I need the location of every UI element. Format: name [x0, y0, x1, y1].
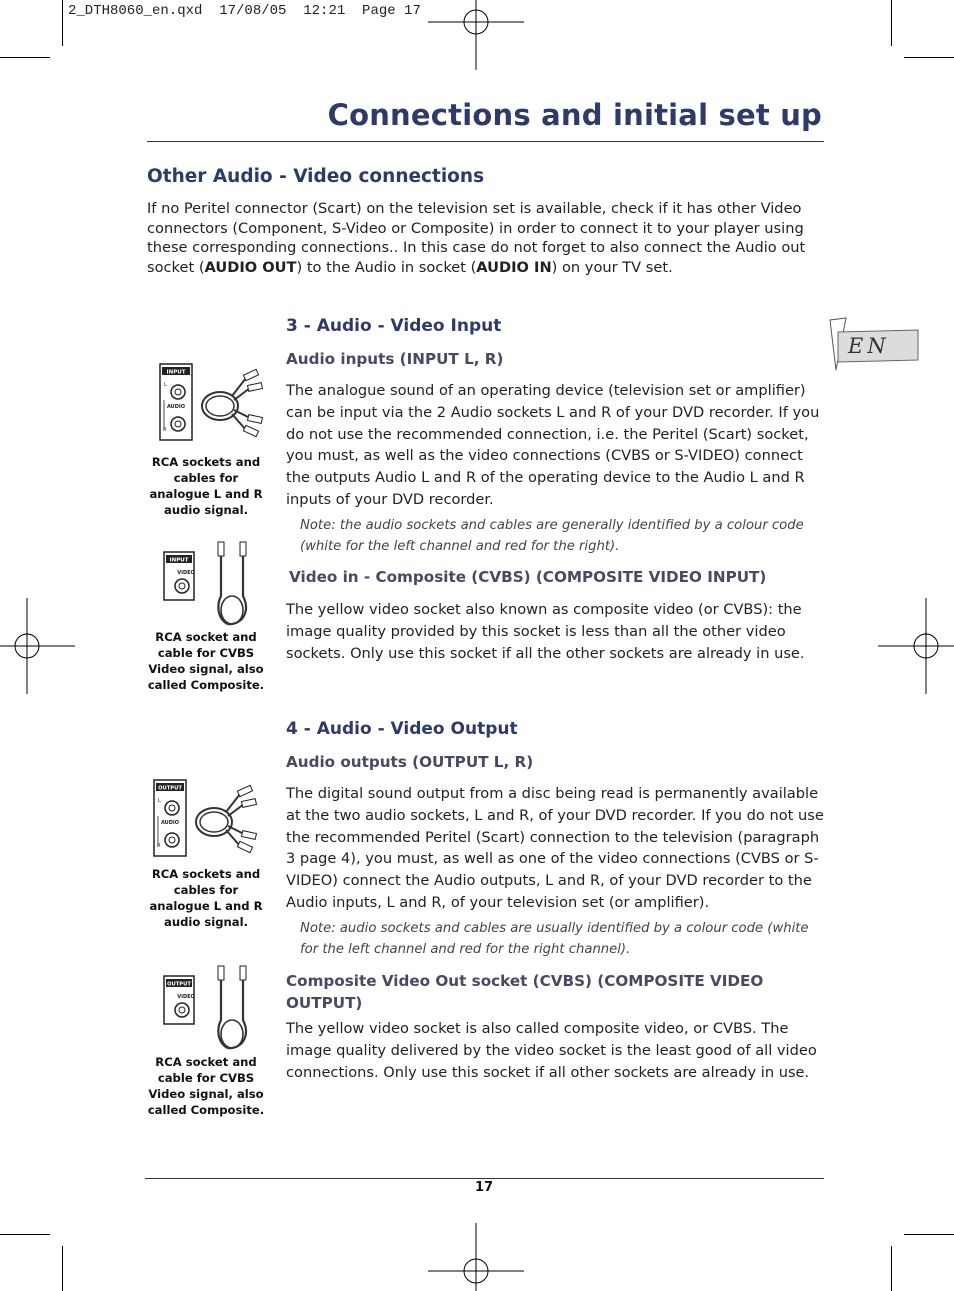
svg-text:INPUT: INPUT — [169, 557, 189, 564]
audio-in-label: AUDIO IN — [476, 258, 552, 276]
svg-text:VIDEO: VIDEO — [177, 994, 195, 1000]
video-input-caption: RCA socket and cable for CVBS Video signal, also called Composite. — [147, 630, 265, 692]
audio-inputs-text: The analogue sound of an operating device (television set or amplifier) can be input via the 2 Audio sockets L and R of your DVD recorder. If you do not use the recommended connection, i.e. the Peritel (Scart) socket, you must, as well as the video connections (CVBS or S-VIDEO) connect the outputs Audio L and R of the operating device to the Audio L and R inputs of your DVD recorder. — [286, 382, 820, 508]
video-output-caption: RCA socket and cable for CVBS Video signal, also called Composite. — [147, 1055, 265, 1117]
audio-outputs-heading: Audio outputs (OUTPUT L, R) — [286, 753, 534, 771]
crop-mark — [904, 1234, 954, 1235]
video-out-text: The yellow video socket is also called composite video, or CVBS. The image quality delivered by the video socket is the least good of all video connections. Only use this socket if all other sockets are already in use. — [286, 1020, 817, 1081]
svg-text:OUTPUT: OUTPUT — [167, 981, 191, 988]
audio-out-label: AUDIO OUT — [204, 258, 297, 276]
registration-mark-icon — [0, 598, 75, 694]
audio-outputs-note: Note: audio sockets and cables are usually identified by a colour code (white for the left channel and red for the right channel). — [300, 921, 809, 957]
footer-divider — [145, 1178, 824, 1179]
video-input-rca-illustration — [162, 540, 258, 628]
audio-outputs-text: The digital sound output from a disc being read is permanently available at the two audio sockets, L and R, of your DVD recorder. If you do not use the recommended Peritel (Scart) connection to the television (paragraph 3 page 4), you must, as well as one of the video connections (CVBS or S-VIDEO) connect the Audio outputs, L and R, of your DVD recorder to the Audio inputs, L and R, of your television set (or amplifier). — [286, 785, 824, 911]
svg-text:AUDIO: AUDIO — [160, 820, 180, 826]
crop-mark — [891, 1246, 892, 1291]
section-heading: Other Audio - Video connections — [147, 166, 485, 187]
crop-mark — [904, 57, 954, 58]
svg-text:OUTPUT: OUTPUT — [158, 785, 182, 792]
video-in-heading: Video in - Composite (CVBS) (COMPOSITE VIDEO INPUT) — [289, 568, 767, 586]
slug-line: 2_DTH8060_en.qxd 17/08/05 12:21 Page 17 — [68, 3, 421, 19]
output-section-heading: 4 - Audio - Video Output — [286, 719, 518, 739]
registration-mark-icon — [428, 0, 524, 70]
video-in-text: The yellow video socket also known as composite video (or CVBS): the image quality provided by this socket is less than all the other video sockets. Only use this socket if all the other sockets are already in use. — [286, 601, 805, 662]
svg-text:INPUT: INPUT — [166, 369, 186, 376]
audio-inputs-note: Note: the audio sockets and cables are generally identified by a colour code (white for the left channel and red for the right). — [300, 518, 804, 554]
audio-input-caption: RCA sockets and cables for analogue L and R audio signal. — [149, 455, 263, 517]
registration-mark-icon — [428, 1223, 524, 1291]
audio-input-rca-illustration — [158, 362, 268, 444]
title-divider — [147, 141, 824, 142]
video-output-rca-illustration — [162, 964, 258, 1052]
video-out-heading: Composite Video Out socket (CVBS) (COMPOSITE VIDEO OUTPUT) — [286, 972, 764, 1012]
svg-text:AUDIO: AUDIO — [166, 404, 186, 410]
crop-mark — [0, 1234, 50, 1235]
registration-mark-icon — [878, 598, 954, 694]
svg-text:R: R — [163, 427, 167, 433]
svg-text:L: L — [164, 382, 167, 388]
crop-mark — [891, 0, 892, 46]
section-intro: If no Peritel connector (Scart) on the television set is available, check if it has other Video connectors (Component, S-Video or Composite) in order to connect it to your player using these corresponding connections.. In this case do not forget to also connect the Audio out socket (AUDIO OUT) to the Audio in socket (AUDIO IN) on your TV set. — [147, 200, 806, 276]
audio-output-caption: RCA sockets and cables for analogue L and R audio signal. — [149, 867, 263, 929]
input-section-heading: 3 - Audio - Video Input — [286, 316, 502, 336]
language-badge-icon — [828, 316, 920, 372]
audio-inputs-heading: Audio inputs (INPUT L, R) — [286, 350, 504, 368]
crop-mark — [0, 57, 50, 58]
svg-text:VIDEO: VIDEO — [177, 570, 195, 576]
svg-text:R: R — [157, 843, 161, 849]
crop-mark — [62, 1246, 63, 1291]
svg-text:L: L — [158, 798, 161, 804]
page-title: Connections and initial set up — [327, 98, 822, 132]
audio-output-rca-illustration — [152, 778, 262, 860]
language-badge-label: EN — [848, 334, 890, 358]
crop-mark — [62, 0, 63, 46]
page-number: 17 — [474, 1180, 494, 1195]
